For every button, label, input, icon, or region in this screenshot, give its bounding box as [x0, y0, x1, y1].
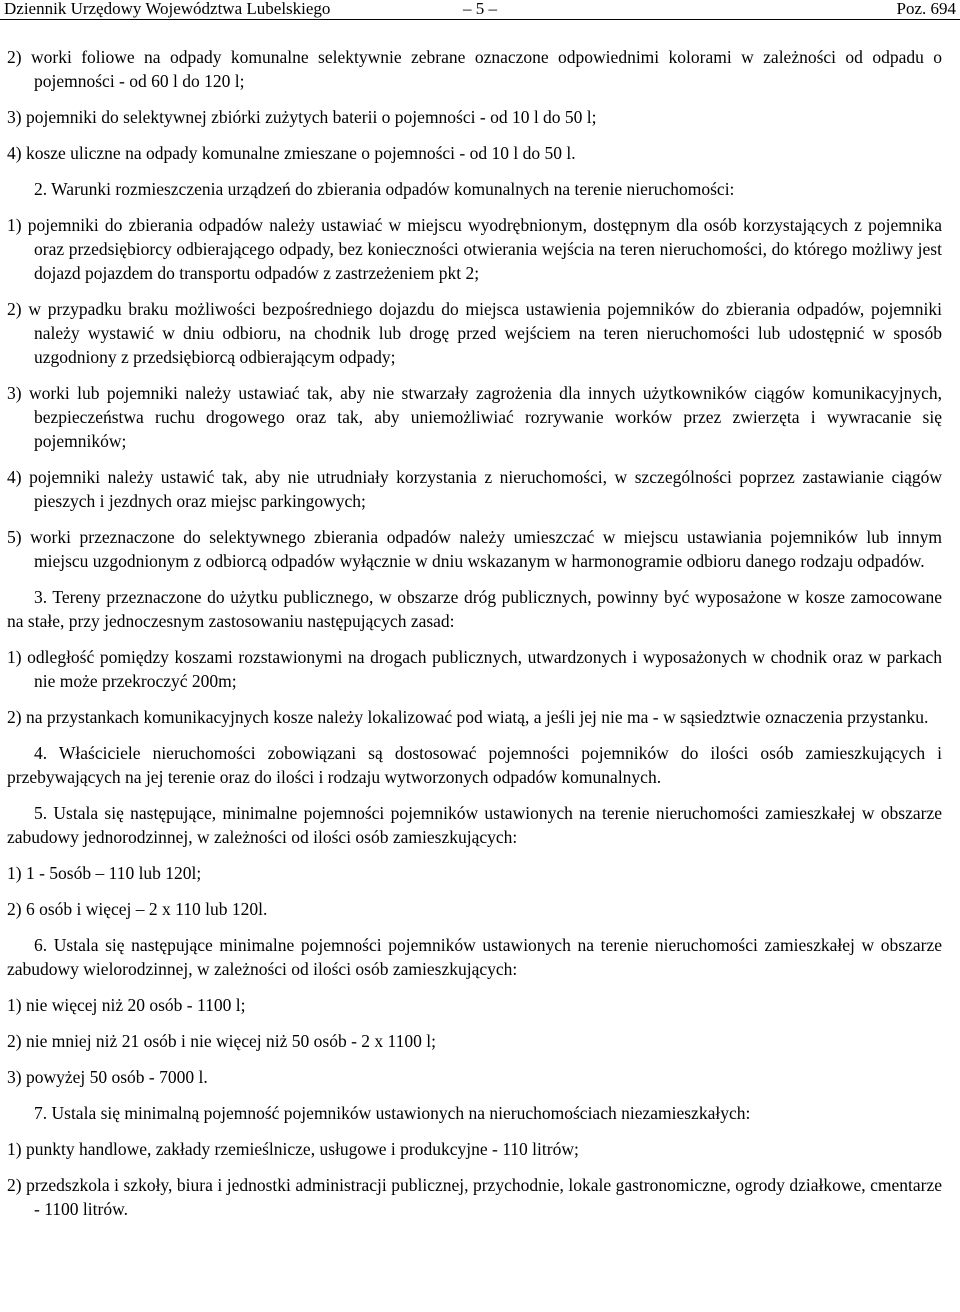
section-paragraph: 5. Ustala się następujące, minimalne pojemności pojemników ustawionych na terenie nieruchomości zamieszkałej w obszarze zabudowy jednorodzinnej, w zależności od ilości osób zamieszkujących:	[7, 803, 942, 847]
list-item: 1) punkty handlowe, zakłady rzemieślnicze, usługowe i produkcyjne - 110 litrów;	[7, 1139, 579, 1159]
section-paragraph: 4. Właściciele nieruchomości zobowiązani są dostosować pojemności pojemników do ilości osób zamieszkujących i przebywających na jej terenie oraz do ilości i rodzaju wytworzonych odpadów komunalnych.	[7, 743, 942, 787]
journal-title: Dziennik Urzędowy Województwa Lubelskiego	[4, 0, 331, 18]
list-item: 2) na przystankach komunikacyjnych kosze należy lokalizować pod wiatą, a jeśli jej nie ma - w sąsiedztwie oznaczenia przystanku.	[7, 707, 929, 727]
section-paragraph: 2. Warunki rozmieszczenia urządzeń do zbierania odpadów komunalnych na terenie nieruchomości:	[34, 179, 735, 199]
page-number: – 5 –	[463, 0, 497, 18]
list-item: 2) 6 osób i więcej – 2 x 110 lub 120l.	[7, 899, 268, 919]
list-item: 4) pojemniki należy ustawić tak, aby nie utrudniały korzystania z nieruchomości, w szczególności poprzez zastawianie ciągów pieszych i jezdnych oraz miejsc parkingowych;	[7, 467, 942, 511]
document-body	[7, 45, 942, 1233]
list-item: 1) odległość pomiędzy koszami rozstawionymi na drogach publicznych, utwardzonych i wyposażonych w chodnik oraz w parkach nie może przekroczyć 200m;	[7, 647, 942, 691]
list-item: 4) kosze uliczne na odpady komunalne zmieszane o pojemności - od 10 l do 50 l.	[7, 143, 576, 163]
list-item: 1) nie więcej niż 20 osób - 1100 l;	[7, 995, 246, 1015]
section-paragraph: 6. Ustala się następujące minimalne pojemności pojemników ustawionych na terenie nieruchomości zamieszkałej w obszarze zabudowy wielorodzinnej, w zależności od ilości osób zamieszkujących:	[7, 935, 942, 979]
list-item: 2) przedszkola i szkoły, biura i jednostki administracji publicznej, przychodnie, lokale gastronomiczne, ogrody działkowe, cmentarze - 1100 litrów.	[7, 1175, 942, 1219]
list-item: 3) pojemniki do selektywnej zbiórki zużytych baterii o pojemności - od 10 l do 50 l;	[7, 107, 597, 127]
header-rule	[0, 19, 960, 20]
section-paragraph: 3. Tereny przeznaczone do użytku publicznego, w obszarze dróg publicznych, powinny być wyposażone w kosze zamocowane na stałe, przy jednoczesnym zastosowaniu następujących zasad:	[7, 587, 942, 631]
list-item: 3) powyżej 50 osób - 7000 l.	[7, 1067, 208, 1087]
section-paragraph: 7. Ustala się minimalną pojemność pojemników ustawionych na nieruchomościach niezamieszkałych:	[34, 1103, 751, 1123]
list-item: 2) worki foliowe na odpady komunalne selektywnie zebrane oznaczone odpowiednimi kolorami w zależności od odpadu o pojemności - od 60 l do 120 l;	[7, 47, 942, 91]
list-item: 3) worki lub pojemniki należy ustawiać tak, aby nie stwarzały zagrożenia dla innych użytkowników ciągów komunikacyjnych, bezpieczeństwa ruchu drogowego oraz tak, aby uniemożliwiać rozrywanie worków przez zwierzęta i wywracanie się pojemników;	[7, 383, 942, 451]
position-number: Poz. 694	[896, 0, 956, 18]
list-item: 2) nie mniej niż 21 osób i nie więcej niż 50 osób - 2 x 1100 l;	[7, 1031, 436, 1051]
list-item: 1) pojemniki do zbierania odpadów należy ustawiać w miejscu wyodrębnionym, dostępnym dla osób korzystających z pojemnika oraz przedsiębiorcy odbierającego odpady, bez konieczności otwierania wejścia na teren nieruchomości, do którego możliwy jest dojazd pojazdem do transportu odpadów z zastrzeżeniem pkt 2;	[7, 215, 942, 283]
list-item: 2) w przypadku braku możliwości bezpośredniego dojazdu do miejsca ustawienia pojemników do zbierania odpadów, pojemniki należy wystawić w dniu odbioru, na chodnik lub drogę przed wejściem na teren nieruchomości lub udostępnić w sposób uzgodniony z przedsiębiorcą odbierającym odpady;	[7, 299, 942, 367]
list-item: 5) worki przeznaczone do selektywnego zbierania odpadów należy umieszczać w miejscu ustawiania pojemników lub innym miejscu uzgodnionym z odbiorcą odpadów wyłącznie w dniu wskazanym w harmonogramie odbioru danego rodzaju odpadów.	[7, 527, 942, 571]
list-item: 1) 1 - 5osób – 110 lub 120l;	[7, 863, 202, 883]
page-header	[0, 0, 960, 20]
